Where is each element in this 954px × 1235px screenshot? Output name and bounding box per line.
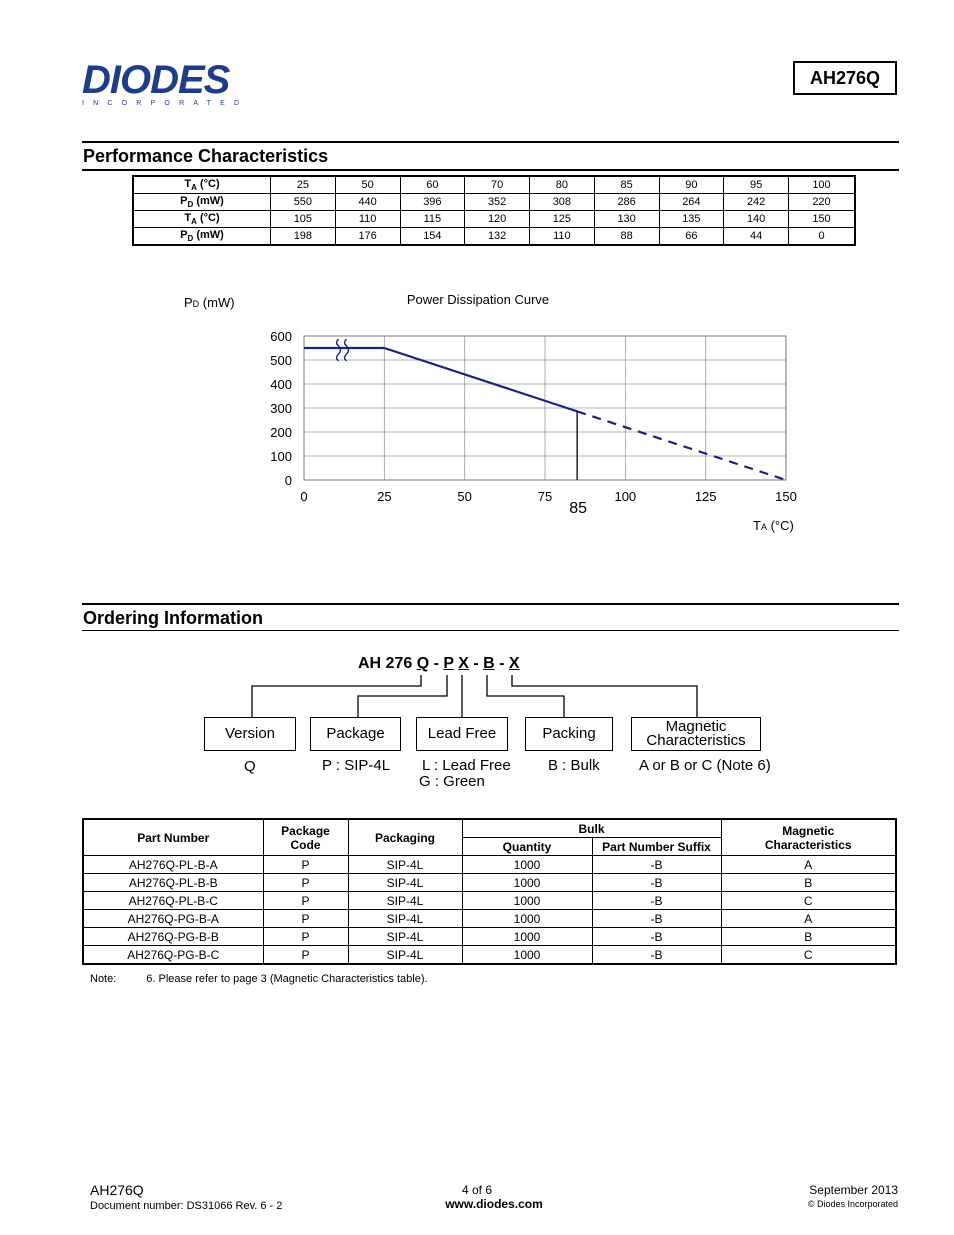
ta-value: 135 <box>659 211 724 228</box>
table-cell: -B <box>592 874 721 892</box>
table-cell: 1000 <box>462 946 592 965</box>
code-sep1: - <box>429 655 444 672</box>
th-suffix: Part Number Suffix <box>592 838 721 856</box>
performance-title: Performance Characteristics <box>83 146 329 166</box>
ta-value: 25 <box>271 176 336 194</box>
pd-value: 132 <box>465 228 530 246</box>
ta-value: 105 <box>271 211 336 228</box>
ta-value: 50 <box>335 176 400 194</box>
table-cell: SIP-4L <box>348 892 462 910</box>
table-cell: -B <box>592 946 721 965</box>
pd-value: 176 <box>335 228 400 246</box>
code-p: P <box>443 655 454 672</box>
y-tick-label: 600 <box>270 329 292 344</box>
pd-value: 44 <box>724 228 789 246</box>
table-cell: -B <box>592 910 721 928</box>
annotation-label: 85 <box>569 500 588 517</box>
footer-doc-number: Document number: DS31066 Rev. 6 - 2 <box>90 1200 283 1212</box>
y-tick-label: 400 <box>270 377 292 392</box>
desc-version: Q <box>244 758 256 775</box>
table-cell: AH276Q-PL-B-C <box>83 892 263 910</box>
pd-value: 352 <box>465 194 530 211</box>
table-row <box>83 928 896 946</box>
th-package-code: Package Code <box>263 819 348 856</box>
y-tick-label: 0 <box>284 473 292 488</box>
table-cell: SIP-4L <box>348 928 462 946</box>
pd-value: 550 <box>271 194 336 211</box>
table-row <box>83 874 896 892</box>
connector-packing <box>487 675 564 717</box>
th-magnetic: Magnetic Characteristics <box>721 819 896 856</box>
rule-performance <box>82 169 899 171</box>
desc-magnetic: A or B or C (Note 6) <box>639 757 771 774</box>
footer-date: September 2013 <box>809 1183 898 1197</box>
x-tick-label: 50 <box>457 489 472 504</box>
table-row <box>83 856 896 874</box>
pd-header: $P_D$ (mW) <box>133 194 271 211</box>
x-tick-label: 0 <box>300 489 308 504</box>
code-sep3: - <box>494 655 509 672</box>
ta-value: 120 <box>465 211 530 228</box>
power-dissipation-chart <box>180 285 820 540</box>
y-tick-label: 300 <box>270 401 292 416</box>
pd-table-row <box>133 228 855 246</box>
ta-header: $T_A$ (°C) <box>133 211 271 228</box>
ta-value: 130 <box>594 211 659 228</box>
note <box>90 973 428 985</box>
pd-value: 440 <box>335 194 400 211</box>
order-connectors <box>200 670 770 720</box>
parts-table <box>82 818 897 965</box>
chart-svg <box>180 285 820 540</box>
note-label: Note: <box>90 973 117 985</box>
pd-table-row <box>133 194 855 211</box>
ta-value: 95 <box>724 176 789 194</box>
axis-break-mark <box>337 339 341 361</box>
code-b: B <box>483 655 495 672</box>
table-cell: P <box>263 946 348 965</box>
table-cell: P <box>263 928 348 946</box>
series-line <box>577 411 786 480</box>
pd-value: 88 <box>594 228 659 246</box>
ta-value: 80 <box>530 176 595 194</box>
th-packaging: Packaging <box>348 819 462 856</box>
table-cell: P <box>263 856 348 874</box>
table-cell: A <box>721 910 896 928</box>
y-tick-label: 500 <box>270 353 292 368</box>
table-cell: -B <box>592 892 721 910</box>
table-cell: B <box>721 874 896 892</box>
pd-value: 110 <box>530 228 595 246</box>
footer-website[interactable]: www.diodes.com <box>445 1197 543 1211</box>
x-tick-label: 150 <box>775 489 797 504</box>
footer-copyright: © Diodes Incorporated <box>807 1199 898 1209</box>
pd-value: 154 <box>400 228 465 246</box>
ta-value: 150 <box>789 211 856 228</box>
footer-page: 4 of 6 <box>461 1183 493 1197</box>
code-x2: X <box>508 655 520 672</box>
table-row <box>83 892 896 910</box>
pd-value: 286 <box>594 194 659 211</box>
table-row <box>83 910 896 928</box>
ordering-title: Ordering Information <box>83 608 263 628</box>
table-cell: SIP-4L <box>348 874 462 892</box>
ta-value: 90 <box>659 176 724 194</box>
x-tick-label: 75 <box>537 489 553 504</box>
desc-lead-free-1: L : Lead Free <box>422 757 511 774</box>
table-cell: P <box>263 874 348 892</box>
table-cell: AH276Q-PG-B-B <box>83 928 263 946</box>
code-q: Q <box>416 655 430 672</box>
axis-break-mark <box>345 339 349 361</box>
table-cell: 1000 <box>462 928 592 946</box>
box-lead-free: Lead Free <box>416 717 508 751</box>
logo-text: DIODES <box>82 58 230 102</box>
box-magnetic: Magnetic Characteristics <box>631 717 761 751</box>
table-cell: SIP-4L <box>348 910 462 928</box>
rule-ordering-top <box>82 603 899 605</box>
pd-value: 396 <box>400 194 465 211</box>
table-cell: SIP-4L <box>348 856 462 874</box>
x-tick-label: 100 <box>614 489 637 504</box>
ta-value: 115 <box>400 211 465 228</box>
table-cell: 1000 <box>462 856 592 874</box>
th-bulk: Bulk <box>462 819 721 838</box>
pd-value: 220 <box>789 194 856 211</box>
table-cell: P <box>263 892 348 910</box>
table-cell: C <box>721 892 896 910</box>
connector-package <box>358 675 447 717</box>
box-packing: Packing <box>525 717 613 751</box>
pd-value: 0 <box>789 228 856 246</box>
pd-value: 198 <box>271 228 336 246</box>
code-sep2: - <box>468 655 484 672</box>
rule-top <box>82 141 899 143</box>
ta-value: 125 <box>530 211 595 228</box>
pd-value: 308 <box>530 194 595 211</box>
note-text: 6. Please refer to page 3 (Magnetic Characteristics table). <box>146 973 428 985</box>
th-part-number: Part Number <box>83 819 263 856</box>
table-cell: 1000 <box>462 892 592 910</box>
table-cell: AH276Q-PL-B-B <box>83 874 263 892</box>
diodes-logo <box>82 60 254 108</box>
table-cell: B <box>721 928 896 946</box>
y-tick-label: 200 <box>270 425 292 440</box>
desc-package: P : SIP-4L <box>322 757 391 774</box>
table-cell: -B <box>592 856 721 874</box>
table-cell: A <box>721 856 896 874</box>
box-package: Package <box>310 717 401 751</box>
table-cell: SIP-4L <box>348 946 462 965</box>
table-cell: AH276Q-PG-B-A <box>83 910 263 928</box>
ta-value: 60 <box>400 176 465 194</box>
chart-title: Power Dissipation Curve <box>406 292 550 307</box>
pd-table-row <box>133 176 855 194</box>
x-tick-label: 25 <box>377 489 392 504</box>
table-cell: AH276Q-PL-B-A <box>83 856 263 874</box>
logo-subtitle: INCORPORATED <box>82 100 249 107</box>
x-tick-label: 125 <box>694 489 717 504</box>
pd-value: 264 <box>659 194 724 211</box>
ta-value: 110 <box>335 211 400 228</box>
rule-ordering <box>82 630 899 631</box>
table-cell: 1000 <box>462 874 592 892</box>
desc-lead-free-2: G : Green <box>419 773 485 790</box>
pd-header: $P_D$ (mW) <box>133 228 271 246</box>
y-tick-label: 100 <box>270 449 292 464</box>
table-cell: -B <box>592 928 721 946</box>
table-row <box>83 946 896 965</box>
table-cell: P <box>263 910 348 928</box>
ta-value: 70 <box>465 176 530 194</box>
ta-value: 140 <box>724 211 789 228</box>
table-cell: AH276Q-PG-B-C <box>83 946 263 965</box>
header-part-number: AH276Q <box>793 61 897 95</box>
pd-table <box>132 175 856 246</box>
pd-value: 242 <box>724 194 789 211</box>
x-axis-label: TA (°C) <box>753 518 794 533</box>
code-prefix: AH 276 <box>358 655 417 672</box>
pd-table-row <box>133 211 855 228</box>
th-quantity: Quantity <box>462 838 592 856</box>
series-line <box>384 348 577 411</box>
box-version: Version <box>204 717 296 751</box>
ta-value: 100 <box>789 176 856 194</box>
code-x1: X <box>458 655 469 672</box>
ta-header: $T_A$ (°C) <box>133 176 271 194</box>
table-cell: 1000 <box>462 910 592 928</box>
y-axis-label: PD (mW) <box>184 295 235 310</box>
desc-packing: B : Bulk <box>548 757 600 774</box>
ta-value: 85 <box>594 176 659 194</box>
pd-value: 66 <box>659 228 724 246</box>
table-cell: C <box>721 946 896 965</box>
footer-part: AH276Q <box>90 1182 144 1198</box>
